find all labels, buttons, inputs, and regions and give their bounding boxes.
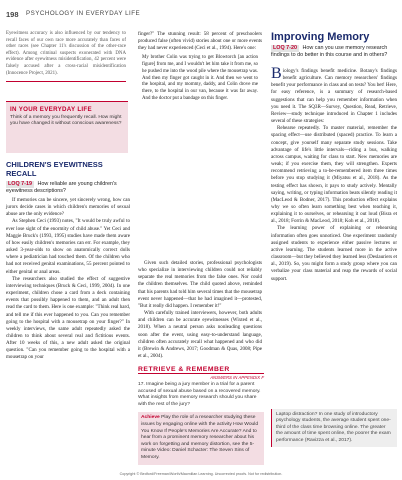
learning-objective-2	[271, 45, 397, 59]
retrieve-remember-box	[138, 366, 264, 472]
paragraph: With carefully trained interviewers, however, both adults and children can be accurate eyewitnesses (Wixted et al., 2018). When a neutral person asks nonleading questions soon after the event, using easy-to-understand language, children often accurately recall what happened and who did it (Brewin & Andrews, 2017; Goodman & Quas, 2008; Pipe et al., 2004).	[138, 310, 262, 360]
page-number: 198	[6, 10, 19, 19]
running-title: PSYCHOLOGY IN EVERYDAY LIFE	[26, 10, 141, 17]
column-2-body	[138, 260, 262, 360]
learning-objective	[6, 181, 130, 195]
paragraph: Given such detailed stories, professional psychologists who specialize in interviewing children could not reliably separate the real memories from the false ones. Nor could the children themselves. The child quoted above, reminded that his parents had told him several times that the mousetrap event never happened—that he had imagined it—protested, "But it really did happen. I remember it!"	[138, 260, 262, 309]
retrieve-heading: RETRIEVE & REMEMBER	[138, 366, 264, 374]
lo-badge: LOQ 7-19	[8, 181, 32, 187]
retrieve-subheading: ANSWERS IN APPENDIX F	[210, 375, 264, 380]
paragraph: If memories can be sincere, yet sincerely wrong, how can jurors decide cases in which children's memories of sexual abuse are the only evidence?	[6, 197, 130, 218]
paragraph	[271, 65, 397, 125]
retrieve-question: 17. Imagine being a jury member in a trial for a parent accused of sexual abuse based on a recovered memory. What insights from memory research should you share with the rest of the jury?	[138, 382, 261, 407]
paragraph: Rehearse repeatedly. To master material, remember the spacing effect—use distributed (spaced) practice. To learn a concept, give yourself many separate study sessions. Take advantage of life's little intervals—riding a bus, walking across campus, waiting for class to start. New memories are weak; if you exercise them, they will strengthen. Experts recommend retrieving a to-be-remembered item three times before you stop studying it (Miyatsu et al., 2018). As the testing effect has shown, it pays to study actively. Mentally saying, writing, or typing information beats silently reading it (MacLeod & Bodner, 2017). This production effect explains why we so often learn something best when teaching it, explaining it to ourselves, or rehearsing it out loud (Bisra et al., 2018; Forrin & MacLeod, 2018; Koh et al., 2018).	[271, 125, 397, 225]
paragraph: As Stephen Ceci (1993) notes, "It would be truly awful to ever lose sight of the enormity of child abuse." Yet Ceci and Maggie Bruck's (1993, 1995) studies have made them aware of how easily children's memories can err. For example, they asked 3-year-olds to show on anatomically correct dolls where a pediatrician had touched them. Of the children who had not received genital examinations, 55 percent pointed to either genital or anal areas.	[6, 218, 130, 275]
section-title: CHILDREN'S EYEWITNESS RECALL	[6, 160, 103, 178]
column-2-top	[138, 31, 262, 105]
achieve-text: Play the role of a researcher studying these issues by engaging online with the activity How Would You Know If People's Memories Are Accurate? And to hear from a prominent memory researcher about his work on forgetting and memory distortion, see the 5-minute Video: Daniel Schacter: The Seven Sins of Memory.	[141, 415, 259, 460]
lo-badge: LOQ 7-20	[273, 45, 297, 51]
block-quote: My brother Colin was trying to get Blowtorch [an action figure] from me, and I wouldn't let him take it from me, so he pushed me into the wood pile where the mousetrap was. And then my finger got caught in it. And then we went to the hospital, and my mommy, daddy, and Colin drove me there, to the hospital in our van, because it was far away. And the doctor put a bandage on this finger.	[142, 55, 258, 101]
drop-cap: B	[271, 65, 282, 82]
paragraph: The researchers also studied the effect of suggestive interviewing techniques (Bruck & Ceci, 1999, 2004). In one experiment, children chose a card from a deck containing events that possibly happened to them, and an adult then read the card to them. Here is one example: "Think real hard, and tell me if this ever happened to you. Can you remember going to the hospital with a mousetrap on your finger?" In weekly interviews, the same adult repeatedly asked the children to think about several real and fictitious events. After 10 weeks of this, a new adult asked the original question. "Can you remember going to the hospital with a mousetrap on your	[6, 275, 130, 361]
paragraph-text: iology's findings benefit medicine. Botany's findings benefit agriculture. Can memory researchers' findings benefit your performance in class and on tests? You bet! Here, for easy reference, is a summary of research-based suggestions that can help you remember information when you need it. The SQ3R—Survey, Question, Read, Retrieve, Review—study technique introduced in Chapter 1 includes several of these strategies:	[271, 68, 397, 125]
column-3-body	[271, 65, 397, 283]
page-header	[0, 10, 402, 24]
achieve-label: Achieve	[141, 415, 160, 421]
improving-memory-title: Improving Memory	[271, 31, 370, 43]
sidebar-note: Eyewitness accuracy is also influenced by our tendency to recall faces of our own race more accurately than faces of other races (see Chapter 11's discussion of the other-race effect). Among criminal suspects exonerated with DNA evidence after eyewitness misidentification, 42 percent were falsely accused after a cross-racial misidentification (Innocence Project, 2021).	[6, 31, 126, 82]
paragraph: The learning power of explaining or rehearsing information often goes unnoticed. One experiment randomly assigned students to experience either passive lectures or active learning. The students learned more in the active classroom—but they believed they learned less (Deslauriers et al., 2019). So, you might form a study group where you can verbalize your class material and reap the rewards of social support.	[271, 225, 397, 282]
everyday-life-title: IN YOUR EVERYDAY LIFE	[10, 106, 92, 113]
achieve-activity	[138, 412, 264, 464]
everyday-life-text: Think of a memory you frequently recall. How might you have changed it without conscious awareness?	[10, 115, 122, 127]
lo-text: How can you use memory research findings to do better in this course and in others?	[271, 45, 388, 58]
paragraph: finger?" The stunning result: 58 percent of preschoolers produced false (often vivid) stories about one or more events they had never experienced (Ceci et al., 1994). Here's one:	[138, 31, 262, 52]
copyright-footer: Copyright © Bedford/Freeman/Worth/Macmillan Learning. Uncorrected proofs. Not for redistribution.	[119, 472, 283, 476]
column-1-body	[6, 197, 130, 362]
margin-note: Laptop distraction? In one study of introductory psychology students, the average student spent one-third of the class time browsing online. The greater the amount of time spent online, the poorer the exam performance (Ravizza et al., 2017).	[271, 409, 397, 447]
everyday-life-box	[6, 101, 128, 153]
lo-text: How reliable are young children's eyewitness descriptions?	[6, 181, 117, 194]
